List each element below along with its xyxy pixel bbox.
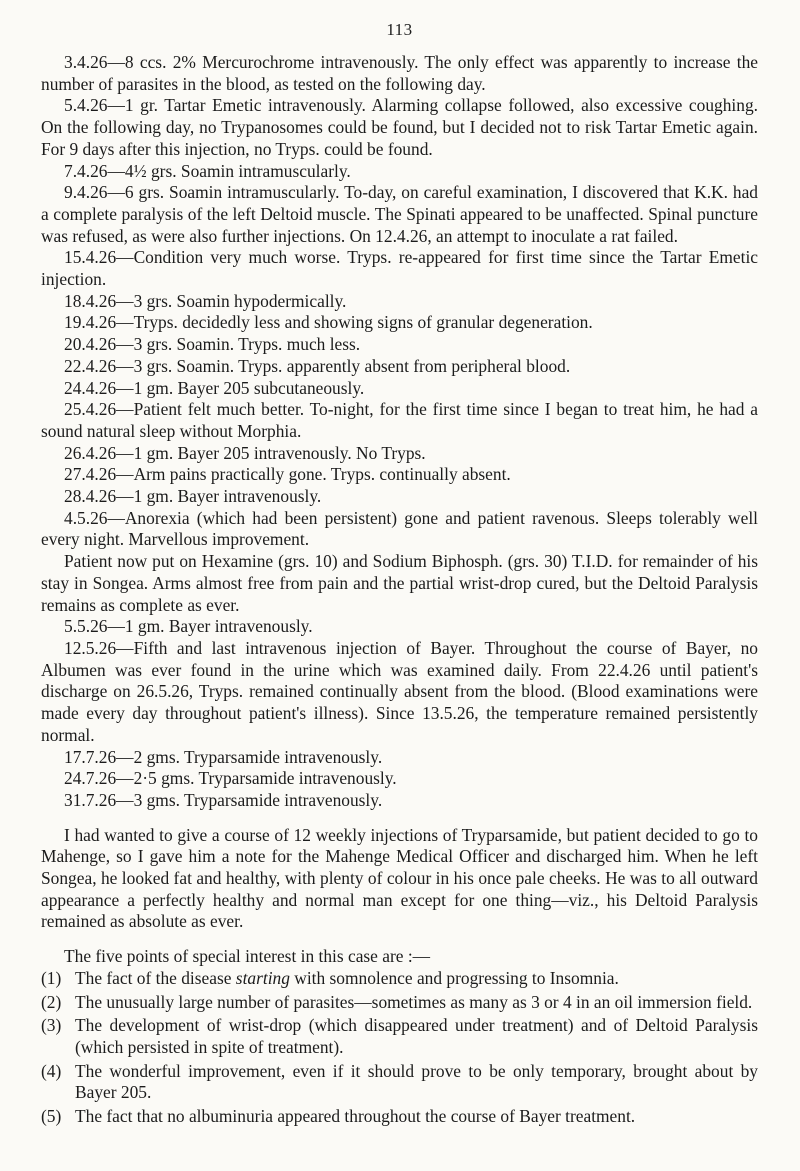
point-number: (3) (41, 1015, 62, 1036)
entry: 26.4.26—1 gm. Bayer 205 intravenously. No Tryps. (64, 442, 426, 463)
spacer (41, 933, 758, 946)
case-notes (41, 52, 758, 946)
point-text-end: with somnolence and progressing to Insomnia. (289, 967, 619, 988)
point-text: The unusually large number of parasites—sometimes as many as 3 or 4 in an oil immersion field. (75, 991, 753, 1012)
list-item (41, 968, 758, 990)
list-item (41, 1061, 758, 1104)
entry: 5.5.26—1 gm. Bayer intravenously. (64, 616, 313, 637)
entry: 3.4.26—8 ccs. 2% Mercurochrome intravenously. The only effect was apparently to increase the number of parasites in the blood, as tested on the following day. (41, 52, 758, 94)
entry: Patient now put on Hexamine (grs. 10) and Sodium Biphosph. (grs. 30) T.I.D. for remainder of his stay in Songea. Arms almost free from pain and the partial wrist-drop cured, but the Deltoid Paralysis remains as complete as ever. (41, 551, 758, 615)
points-list (41, 968, 758, 1128)
entry: 9.4.26—6 grs. Soamin intramuscularly. To-day, on careful examination, I discovered that K.K. had a complete paralysis of the left Deltoid muscle. The Spinati appeared to be unaffected. Spinal puncture was refused, as were also further injections. On 12.4.26, an attempt to inoculate a rat failed. (41, 182, 758, 246)
discharge-paragraph: I had wanted to give a course of 12 weekly injections of Tryparsamide, but patient decided to go to Mahenge, so I gave him a note for the Mahenge Medical Officer and discharged him. When he left Songea, he looked fat and healthy, with plenty of colour in his once pale cheeks. He was to all outward appearance a perfectly healthy and normal man except for one thing—viz., his Deltoid Paralysis remained as absolute as ever. (41, 824, 758, 932)
point-number: (4) (41, 1060, 62, 1081)
points-intro: The five points of special interest in this case are :— (64, 946, 431, 967)
entry: 19.4.26—Tryps. decidedly less and showing signs of granular degeneration. (64, 312, 593, 333)
point-number: (2) (41, 991, 62, 1012)
entry: 5.4.26—1 gr. Tartar Emetic intravenously. Alarming collapse followed, also excessive coughing. On the following day, no Trypanosomes could be found, but I decided not to risk Tartar Emetic again. For 9 days after this injection, no Tryps. could be found. (41, 95, 758, 159)
entry: 24.7.26—2·5 gms. Tryparsamide intravenously. (64, 768, 397, 789)
entry: 22.4.26—3 grs. Soamin. Tryps. apparently absent from peripheral blood. (64, 355, 571, 376)
entry: 7.4.26—4½ grs. Soamin intramuscularly. (64, 160, 351, 181)
entry: 20.4.26—3 grs. Soamin. Tryps. much less. (64, 334, 361, 355)
entry: 28.4.26—1 gm. Bayer intravenously. (64, 486, 322, 507)
entry: 25.4.26—Patient felt much better. To-night, for the first time since I began to treat him, he had a sound natural sleep without Morphia. (41, 399, 758, 441)
page-number: 113 (386, 20, 413, 39)
entry: 18.4.26—3 grs. Soamin hypodermically. (64, 290, 347, 311)
entry: 17.7.26—2 gms. Tryparsamide intravenously. (64, 746, 383, 767)
list-item (41, 1106, 758, 1128)
point-number: (5) (41, 1106, 62, 1127)
entry: 15.4.26—Condition very much worse. Tryps. re-appeared for first time since the Tartar Emetic injection. (41, 247, 758, 290)
entry: 4.5.26—Anorexia (which had been persistent) gone and patient ravenous. Sleeps tolerably well every night. Marvellous improvement. (41, 507, 758, 550)
point-text: The wonderful improvement, even if it should prove to be only temporary, brought about by Bayer 205. (75, 1060, 758, 1103)
entry: 12.5.26—Fifth and last intravenous injection of Bayer. Throughout the course of Bayer, no Albumen was ever found in the urine which was examined daily. From 22.4.26 until patient's discharge on 26.5.26, Tryps. remained continually absent from the blood. (Blood examinations were made every day throughout patient's illness). Since 13.5.26, the temperature remained persistently normal. (41, 637, 758, 745)
point-text: The development of wrist-drop (which disappeared under treatment) and of Deltoid Paralysis (which persisted in spite of treatment). (75, 1015, 758, 1057)
point-text: The fact that no albuminuria appeared throughout the course of Bayer treatment. (75, 1106, 636, 1127)
entry: 24.4.26—1 gm. Bayer 205 subcutaneously. (64, 377, 365, 398)
point-text: The fact of the disease (75, 967, 236, 988)
point-number: (1) (41, 967, 62, 988)
list-item (41, 992, 758, 1014)
point-emphasis: starting (235, 967, 290, 988)
list-item (41, 1015, 758, 1058)
entry: 31.7.26—3 gms. Tryparsamide intravenously. (64, 789, 383, 810)
spacer (41, 812, 758, 825)
entry: 27.4.26—Arm pains practically gone. Tryps. continually absent. (64, 464, 511, 485)
